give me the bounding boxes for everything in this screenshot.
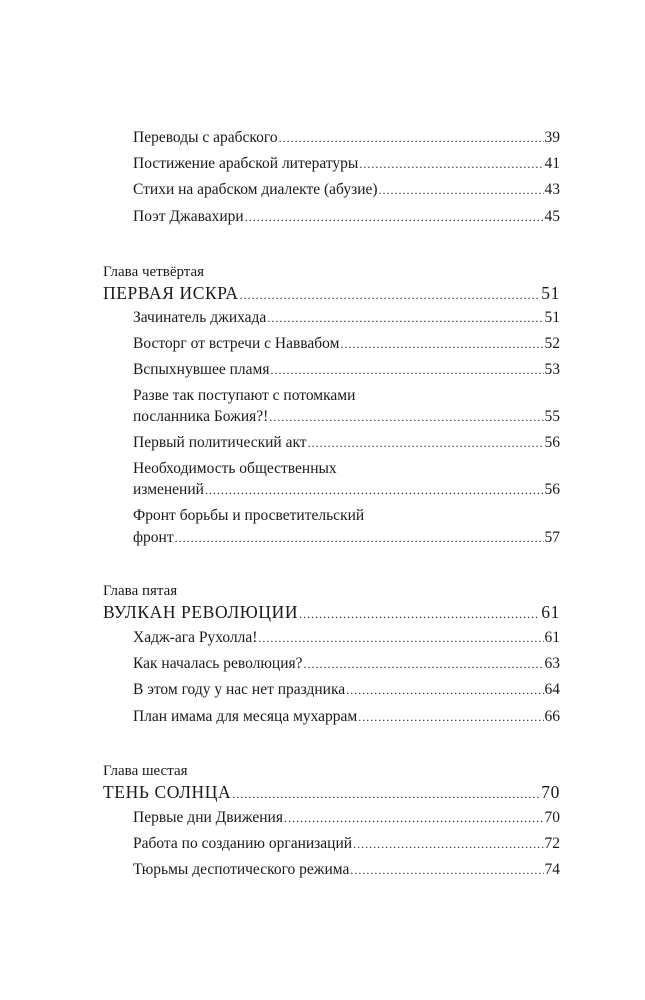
chapter-title-entry[interactable]	[103, 281, 560, 307]
leader-dots	[267, 306, 543, 330]
toc-entry-title: фронт	[133, 529, 174, 546]
toc-entry-title: Переводы с арабского	[133, 129, 278, 146]
toc-entry-title: Поэт Джавахири	[133, 208, 244, 225]
toc-entry-page: 52	[544, 335, 560, 352]
toc-entry[interactable]	[133, 832, 560, 856]
toc-entry-title: Первые дни Движения	[133, 809, 283, 826]
toc-entry[interactable]	[133, 526, 560, 550]
toc-entry-page: 61	[544, 629, 560, 646]
chapter-title: ПЕРВАЯ ИСКРА	[103, 283, 239, 303]
leader-dots	[269, 405, 543, 429]
chapter-title: ВУЛКАН РЕВОЛЮЦИИ	[103, 602, 299, 622]
chapter-label: Глава пятая	[103, 583, 178, 599]
leader-dots	[258, 626, 543, 650]
toc-entry[interactable]	[133, 332, 560, 356]
leader-dots	[279, 126, 544, 150]
toc-entry[interactable]	[133, 358, 560, 382]
chapter-page: 51	[541, 283, 560, 303]
leader-dots	[346, 678, 543, 702]
chapter-page: 70	[541, 782, 560, 802]
toc-entry-title: План имама для месяца мухаррам	[133, 708, 358, 725]
toc-entry[interactable]	[133, 126, 560, 150]
toc-entry-title-line1: Разве так поступают с потомками	[133, 387, 356, 404]
toc-entry-page: 51	[544, 309, 560, 326]
toc-entry[interactable]	[133, 478, 560, 502]
toc-entry-title: изменений	[133, 481, 204, 498]
toc-entry-page: 43	[544, 181, 560, 198]
toc-entry[interactable]	[133, 626, 560, 650]
toc-entry[interactable]	[133, 405, 560, 429]
leader-dots	[353, 832, 543, 856]
chapter-title-entry[interactable]	[103, 600, 560, 626]
toc-entry-title: посланника Божия?!	[133, 408, 269, 425]
leader-dots	[240, 283, 541, 307]
toc-entry-title: Тюрьмы деспотического режима	[133, 861, 350, 878]
toc-entry[interactable]	[133, 705, 560, 729]
toc-entry-page: 66	[544, 708, 560, 725]
leader-dots	[175, 526, 544, 550]
toc-entry-page: 70	[544, 809, 560, 826]
toc-entry-title: Работа по созданию организаций	[133, 835, 353, 852]
toc-entry-page: 63	[544, 655, 560, 672]
chapter-label: Глава шестая	[103, 763, 188, 779]
chapter-page: 61	[541, 602, 560, 622]
toc-entry[interactable]	[133, 152, 560, 176]
toc-entry-title: Зачинатель джихада	[133, 309, 267, 326]
toc-entry-page: 57	[544, 529, 560, 546]
toc-entry-title: Первый политический акт	[133, 434, 307, 451]
leader-dots	[359, 152, 543, 176]
leader-dots	[379, 178, 544, 202]
toc-entry-title: Вспыхнувшее пламя	[133, 361, 270, 378]
toc-entry-page: 74	[544, 861, 560, 878]
toc-entry-title: Как началась революция?	[133, 655, 303, 672]
toc-entry[interactable]	[133, 205, 560, 229]
toc-entry-page: 56	[544, 481, 560, 498]
leader-dots	[270, 358, 543, 382]
leader-dots	[304, 652, 544, 676]
toc-entry-page: 39	[544, 129, 560, 146]
toc-entry[interactable]	[133, 178, 560, 202]
toc-entry-page: 53	[544, 361, 560, 378]
toc-entry-page: 56	[544, 434, 560, 451]
leader-dots	[308, 431, 544, 455]
toc-entry[interactable]	[133, 652, 560, 676]
leader-dots	[299, 602, 540, 626]
leader-dots	[340, 332, 543, 356]
toc-entry-title: Восторг от встречи с Наввабом	[133, 335, 340, 352]
toc-entry[interactable]	[133, 806, 560, 830]
toc-entry[interactable]	[133, 431, 560, 455]
leader-dots	[284, 806, 544, 830]
leader-dots	[232, 782, 540, 806]
toc-entry-title: Хадж-ага Рухолла!	[133, 629, 258, 646]
leader-dots	[358, 705, 543, 729]
toc-entry-title-line1: Необходимость общественных	[133, 460, 337, 477]
chapter-label: Глава четвёртая	[103, 264, 205, 280]
toc-entry-page: 41	[544, 155, 560, 172]
leader-dots	[245, 205, 544, 229]
toc-entry-page: 72	[544, 835, 560, 852]
toc-entry[interactable]	[133, 858, 560, 882]
toc-entry-page: 45	[544, 208, 560, 225]
toc-entry-page: 64	[544, 681, 560, 698]
toc-entry-title-line1: Фронт борьбы и просветительский	[133, 507, 365, 524]
toc-entry[interactable]	[133, 306, 560, 330]
toc-entry-title: Постижение арабской литературы	[133, 155, 359, 172]
chapter-title: ТЕНЬ СОЛНЦА	[103, 782, 232, 802]
leader-dots	[350, 858, 543, 882]
toc-entry[interactable]	[133, 678, 560, 702]
chapter-title-entry[interactable]	[103, 780, 560, 806]
toc-entry-title: Стихи на арабском диалекте (абузие)	[133, 181, 378, 198]
toc-entry-page: 55	[544, 408, 560, 425]
toc-entry-title: В этом году у нас нет праздника	[133, 681, 346, 698]
leader-dots	[205, 478, 544, 502]
